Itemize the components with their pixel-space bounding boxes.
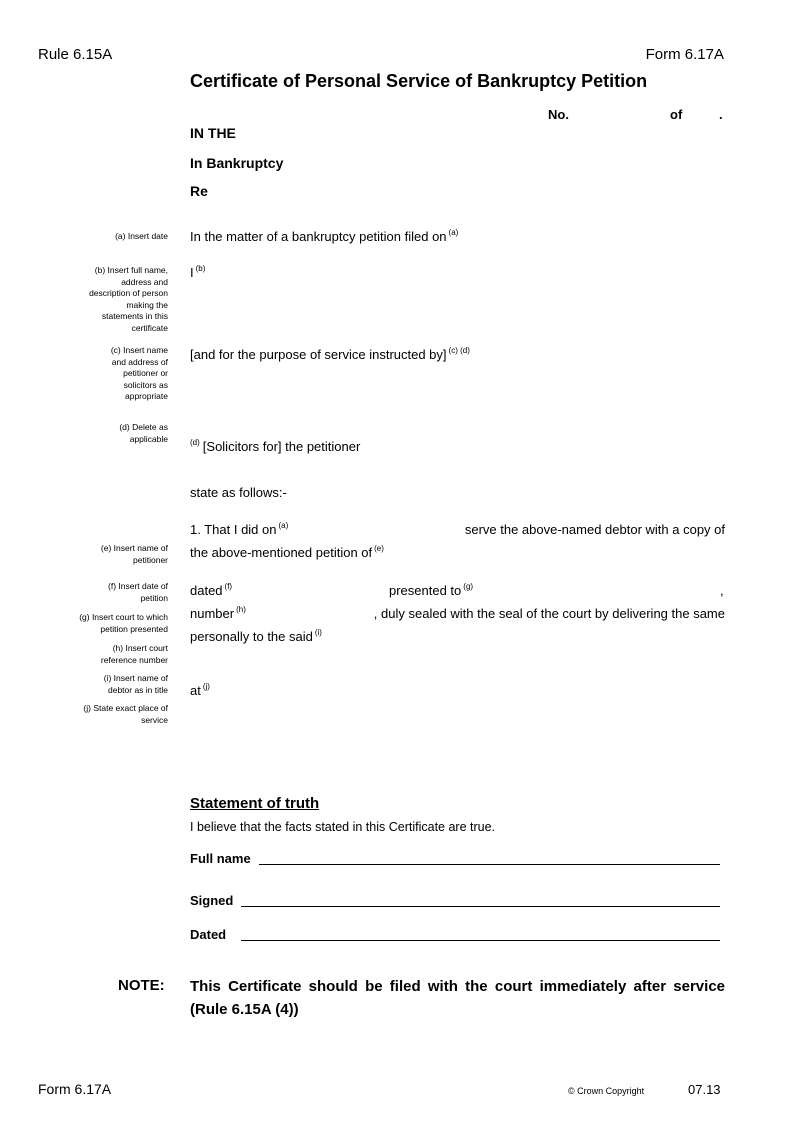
purpose-line	[190, 347, 470, 362]
margin-note-c: (c) Insert name and address of petitioner or solicitors as appropriate	[110, 345, 168, 401]
signed-label: Signed	[190, 893, 234, 908]
presented-comma: ,	[720, 583, 724, 598]
footnote-cd: (c) (d)	[448, 346, 470, 355]
footer-form-reference: Form 6.17A	[38, 1081, 112, 1097]
footnote-a-2: (a)	[278, 521, 289, 530]
petition-of-line	[190, 545, 384, 560]
deponent-line	[190, 265, 205, 280]
footnote-b: (b)	[195, 264, 206, 273]
solicitors-line	[190, 439, 360, 454]
note-text: This Certificate should be filed with the court immediately after service (Rule 6.15A (4))	[190, 978, 725, 1018]
purpose-text: [and for the purpose of service instructed by]	[190, 347, 447, 362]
dated-label: Dated	[190, 927, 227, 942]
footnote-a: (a)	[448, 228, 459, 237]
margin-note-g: (g) Insert court to which petition presented	[79, 612, 168, 634]
matter-line	[190, 229, 458, 244]
at-text: at	[190, 683, 201, 698]
full-name-label: Full name	[190, 851, 251, 866]
rule-reference: Rule 6.15A	[38, 46, 113, 63]
footnote-f: (f)	[224, 582, 233, 591]
i-label: I	[190, 265, 194, 280]
sealed-text: , duly sealed with the seal of the court by delivering the same	[373, 606, 725, 621]
margin-note-e: (e) Insert name of petitioner	[100, 543, 168, 565]
dated-line	[190, 583, 232, 598]
petition-of-text: the above-mentioned petition of	[190, 545, 373, 560]
signed-field[interactable]	[241, 906, 720, 907]
statement-of-truth-heading: Statement of truth	[190, 795, 320, 812]
margin-note-d: (d) Delete as applicable	[119, 422, 168, 444]
state-line: state as follows:-	[190, 485, 287, 500]
presented-to-text: presented to	[389, 583, 462, 598]
margin-note-f: (f) Insert date of petition	[108, 581, 168, 603]
that-text: 1. That I did on	[190, 522, 277, 537]
personally-text: personally to the said	[190, 629, 313, 644]
form-reference: Form 6.17A	[645, 46, 724, 63]
note-label: NOTE:	[118, 977, 165, 994]
margin-note-h: (h) Insert court reference number	[100, 643, 168, 665]
matter-text: In the matter of a bankruptcy petition filed on	[190, 229, 447, 244]
copyright-notice: © Crown Copyright	[568, 1086, 645, 1096]
dated-field[interactable]	[241, 940, 720, 941]
that-line	[190, 522, 288, 537]
full-name-field[interactable]	[259, 864, 720, 865]
court-label: IN THE	[190, 125, 236, 141]
personally-line	[190, 629, 322, 644]
case-year-label: of	[670, 107, 683, 122]
bankruptcy-label: In Bankruptcy	[190, 155, 284, 171]
footnote-i: (i)	[314, 628, 322, 637]
re-label: Re	[190, 183, 208, 199]
margin-note-b: (b) Insert full name, address and description of person making the statements in this certificate	[89, 265, 168, 333]
page-title: Certificate of Personal Service of Bankruptcy Petition	[190, 71, 648, 91]
footnote-e: (e)	[374, 544, 384, 553]
case-end-dot: .	[719, 107, 723, 122]
footnote-h: (h)	[236, 605, 246, 614]
number-line	[190, 606, 246, 621]
footnote-g: (g)	[463, 582, 474, 591]
margin-note-a: (a) Insert date	[115, 231, 168, 241]
serve-text: serve the above-named debtor with a copy of	[464, 522, 725, 537]
presented-to-line	[389, 583, 473, 598]
belief-statement: I believe that the facts stated in this Certificate are true.	[190, 820, 496, 834]
at-line	[190, 683, 210, 698]
version-number: 07.13	[688, 1082, 721, 1097]
footnote-j: (j)	[202, 682, 210, 691]
number-text: number	[190, 606, 235, 621]
dated-text: dated	[190, 583, 223, 598]
footnote-d: (d)	[190, 438, 200, 447]
solicitors-text: [Solicitors for] the petitioner	[202, 439, 361, 454]
case-number-label: No.	[548, 107, 569, 122]
margin-note-j: (j) State exact place of service	[83, 703, 168, 725]
margin-note-i: (i) Insert name of debtor as in title	[103, 673, 168, 695]
